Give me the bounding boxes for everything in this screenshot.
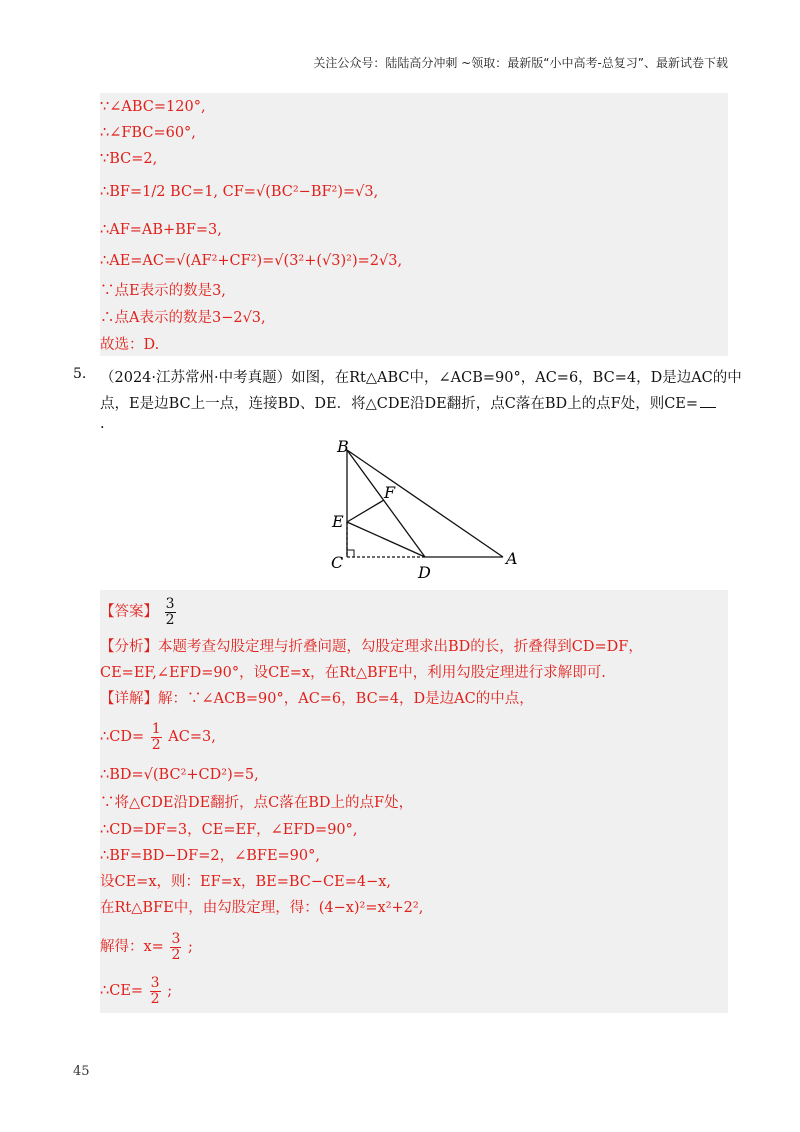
analysis-line-1 — [100, 640, 643, 655]
fraction-numerator: 3 — [165, 596, 175, 612]
fraction-denominator: 2 — [151, 736, 161, 753]
detail-line-5: ∴CD=DF=3，CE=EF，∠EFD=90°, — [100, 822, 358, 838]
question-source: （2024·江苏常州·中考真题） — [100, 370, 292, 386]
answer-line — [100, 597, 178, 627]
detail-line-10 — [100, 976, 172, 1006]
solution-line: ∵∠ABC=120°, — [100, 99, 206, 115]
question-line-1 — [100, 366, 742, 387]
answer-fraction — [165, 597, 176, 627]
detail-text: ∴CD= — [100, 729, 145, 746]
fraction-numerator: 1 — [151, 721, 161, 737]
fraction-denominator: 2 — [150, 990, 160, 1007]
analysis-label: 【分析】 — [100, 639, 158, 655]
fraction-one-half — [151, 722, 162, 752]
solution-line: ∴点A表示的数是3−2√3, — [100, 310, 266, 326]
detail-text: ; — [167, 983, 173, 1000]
segment-ab — [347, 450, 503, 557]
label-d: D — [418, 563, 431, 582]
fraction-numerator: 3 — [150, 975, 160, 991]
detail-text: 解：∵∠ACB=90°，AC=6，BC=4，D是边AC的中点， — [158, 691, 534, 707]
solution-line: ∵点E表示的数是3, — [100, 283, 226, 299]
question-line-2 — [100, 392, 716, 413]
detail-line-9 — [100, 932, 193, 962]
detail-line-3: ∴BD=√(BC²+CD²)=5, — [100, 767, 259, 783]
fraction-denominator: 2 — [171, 946, 181, 963]
solution-line: ∴BF=1/2 BC=1, CF=√(BC²−BF²)=√3, — [100, 184, 379, 200]
detail-line-7: 设CE=x，则：EF=x，BE=BC−CE=4−x, — [100, 874, 392, 890]
solution-line: ∴∠FBC=60°, — [100, 125, 196, 141]
segment-ef — [347, 500, 384, 522]
detail-line-1 — [100, 692, 534, 707]
answer-blank — [700, 407, 716, 408]
detail-line-6: ∴BF=BD−DF=2，∠BFE=90°, — [100, 848, 320, 864]
detail-label: 【详解】 — [100, 691, 158, 707]
question-text: 如图，在Rt△ABC中，∠ACB=90°，AC=6，BC=4，D是边AC的中 — [291, 370, 742, 386]
right-angle-mark — [347, 550, 354, 557]
page-number: 45 — [73, 1064, 90, 1079]
fraction-three-halves — [170, 932, 181, 962]
solution-line: ∴AE=AC=√(AF²+CF²)=√(3²+(√3)²)=2√3, — [100, 253, 403, 269]
detail-line-8: 在Rt△BFE中，由勾股定理，得：(4−x)²=x²+2², — [100, 900, 424, 916]
triangle-figure — [328, 436, 528, 586]
analysis-text: 本题考查勾股定理与折叠问题，勾股定理求出BD的长，折叠得到CD=DF， — [158, 639, 643, 655]
question-line-3: . — [100, 416, 105, 432]
fraction-three-halves — [150, 976, 161, 1006]
answer-label: 【答案】 — [100, 604, 158, 621]
label-b: B — [337, 437, 349, 456]
detail-text: ; — [187, 939, 193, 956]
label-a: A — [506, 549, 518, 568]
label-c: C — [331, 553, 344, 572]
detail-line-4: ∵将△CDE沿DE翻折，点C落在BD上的点F处， — [100, 795, 414, 811]
fraction-denominator: 2 — [165, 611, 175, 628]
detail-text: ∴CE= — [100, 983, 144, 1000]
page-header: 关注公众号：陆陆高分冲刺 ~领取：最新版“小中高考-总复习”、最新试卷下载 — [313, 56, 728, 70]
question-text: 点，E是边BC上一点，连接BD、DE．将△CDE沿DE翻折，点C落在BD上的点F处，则CE= — [100, 396, 699, 412]
detail-text: 解得：x= — [100, 939, 164, 956]
detail-text: AC=3, — [168, 729, 216, 746]
analysis-line-2: CE=EF,∠EFD=90°，设CE=x，在Rt△BFE中，利用勾股定理进行求解即可. — [100, 665, 606, 681]
detail-line-2 — [100, 722, 216, 752]
solution-line: ∵BC=2, — [100, 151, 158, 167]
label-e: E — [332, 512, 344, 531]
segment-bd — [347, 450, 425, 557]
solution-line: 故选：D. — [100, 337, 160, 353]
segment-ed — [347, 522, 425, 557]
fraction-numerator: 3 — [171, 931, 181, 947]
question-number: 5. — [73, 366, 87, 382]
label-f: F — [384, 483, 396, 502]
solution-line: ∴AF=AB+BF=3, — [100, 222, 222, 238]
